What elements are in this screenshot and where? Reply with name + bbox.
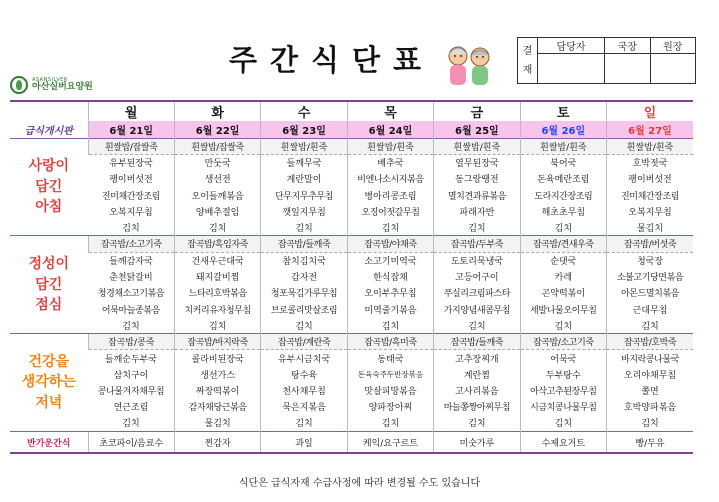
menu-item: 돈육숙주두반장볶음 (347, 366, 433, 382)
day-name: 일 (607, 101, 693, 121)
footer-note: 식단은 급식자재 수급사정에 따라 변경될 수도 있습니다 (238, 478, 481, 489)
menu-item: 잡곡밥/견새우죽 (520, 236, 606, 252)
menu-item: 연근조림 (113, 403, 149, 414)
menu-item: 김치 (434, 317, 520, 333)
menu-item: 생선전 (174, 171, 260, 187)
menu-item: 김치 (174, 317, 260, 333)
menu-item: 한식잡채 (347, 268, 433, 284)
menu-item: 오징어젓갈무침 (347, 203, 433, 219)
menu-item: 생선가스 (174, 366, 260, 382)
menu-item: 어묵국 (520, 350, 606, 366)
approval-sign-manager[interactable] (538, 54, 605, 84)
menu-item: 계란찜 (434, 366, 520, 382)
approval-box (517, 37, 696, 84)
day-date: 6월 21일 (88, 121, 174, 138)
approval-side-label: 결 재 (518, 38, 538, 84)
menu-item: 깻잎지무침 (261, 203, 347, 219)
menu-item: 청국장 (607, 252, 693, 268)
menu-item: 곤약떡볶이 (520, 285, 606, 301)
menu-item: 멸치견과류볶음 (434, 187, 520, 203)
menu-item: 김치 (347, 415, 433, 431)
menu-item: 북어국 (520, 154, 606, 170)
snack-item: 케익/요구르트 (347, 431, 433, 453)
menu-item: 잡곡밥/계란죽 (261, 334, 347, 350)
meal-label-line: 담긴 (35, 276, 63, 293)
menu-item: 고추장찌개 (434, 350, 520, 366)
menu-item: 탕수육 (261, 366, 347, 382)
menu-item: 잡곡밥/두부죽 (434, 236, 520, 252)
menu-item: 잡곡밥/흑미죽 (347, 334, 433, 350)
menu-item: 김치 (261, 415, 347, 431)
snack-label: 반가운간식 (10, 431, 88, 453)
menu-item: 계란말이 (261, 171, 347, 187)
menu-item: 오이들깨볶음 (174, 187, 260, 203)
day-date: 6월 24일 (347, 121, 433, 138)
approval-sign-director[interactable] (605, 54, 650, 84)
approval-header-director: 국장 (605, 38, 650, 54)
menu-item: 참치김치국 (261, 252, 347, 268)
menu-item: 푸실리크림파스타 (434, 285, 520, 301)
meal-label-line: 저녁 (35, 394, 63, 411)
menu-item: 유부시금치국 (261, 350, 347, 366)
menu-item: 맛살피망볶음 (347, 382, 433, 398)
menu-item: 춘천닭갈비 (109, 273, 153, 284)
day-name: 토 (520, 101, 606, 121)
menu-item: 호박양파볶음 (607, 399, 693, 415)
snack-item: 빵/두유 (607, 431, 693, 453)
day-name: 화 (174, 101, 260, 121)
menu-item: 소불고기당면볶음 (607, 268, 693, 284)
menu-item: 김치 (174, 219, 260, 235)
menu-item: 물김치 (174, 415, 260, 431)
meal-label-line: 사랑이 (28, 158, 70, 175)
menu-item: 잡곡밥/야채죽 (347, 236, 433, 252)
approval-header-head: 원장 (650, 38, 695, 54)
menu-item: 오복지무침 (109, 207, 153, 218)
menu-item: 브로콜리맛살조림 (261, 301, 347, 317)
menu-item: 흰쌀밥/흰죽 (607, 138, 693, 154)
menu-item: 가지양념새콤무침 (434, 301, 520, 317)
menu-item: 김치 (607, 415, 693, 431)
menu-item: 들깨무국 (261, 154, 347, 170)
day-date: 6월 27일 (607, 121, 693, 138)
meal-label (10, 334, 88, 432)
day-date: 6월 25일 (434, 121, 520, 138)
menu-item: 아삭고추된장무침 (520, 382, 606, 398)
menu-item: 팽이버섯전 (109, 175, 153, 186)
menu-item: 어묵마늘종볶음 (101, 305, 160, 316)
menu-item: 잡곡밥/바지락죽 (174, 334, 260, 350)
meal-label (10, 138, 88, 236)
menu-item: 치커리유자청무침 (174, 301, 260, 317)
menu-item: 양배추절임 (174, 203, 260, 219)
menu-item: 오리야채무침 (607, 366, 693, 382)
menu-item: 단무지무추무침 (261, 187, 347, 203)
menu-item: 김치 (122, 419, 140, 430)
menu-item: 만둣국 (174, 154, 260, 170)
menu-item: 파래자반 (434, 203, 520, 219)
day-name: 수 (261, 101, 347, 121)
menu-item: 오이부추무침 (347, 285, 433, 301)
meal-label-line: 건강을 (28, 354, 70, 370)
menu-item: 잡곡밥/소고기죽 (520, 334, 606, 350)
menu-item: 오복지무침 (607, 203, 693, 219)
menu-item: 동태국 (347, 350, 433, 366)
menu-item: 들깨순두부국 (104, 354, 158, 365)
menu-item: 잡곡밥/호박죽 (607, 334, 693, 350)
menu-item: 잡곡밥/버섯죽 (607, 236, 693, 252)
menu-item: 김치 (347, 317, 433, 333)
snack-item: 수제요거트 (520, 431, 606, 453)
menu-item: 근대무침 (607, 301, 693, 317)
snack-item: 초코파이/음료수 (88, 431, 174, 453)
menu-item: 김치 (520, 317, 606, 333)
menu-item: 고사리볶음 (434, 382, 520, 398)
menu-item: 유부된장국 (109, 159, 153, 170)
day-date: 6월 23일 (261, 121, 347, 138)
weekly-menu-table (10, 100, 693, 454)
menu-item: 건새우근대국 (174, 252, 260, 268)
meal-label-line: 점심 (35, 296, 63, 313)
menu-item: 청경채소고기볶음 (97, 289, 165, 300)
menu-item: 마늘쫑짱아찌무침 (434, 399, 520, 415)
menu-item: 청포묵김가루무침 (261, 285, 347, 301)
page-title: 주간식단표 (229, 43, 435, 77)
menu-item: 동그랑땡전 (434, 171, 520, 187)
menu-item: 카레 (520, 268, 606, 284)
menu-item: 진미채간장조림 (101, 191, 160, 202)
menu-board-label: 급식개시판 (10, 121, 88, 138)
menu-item: 바지락콩나물국 (607, 350, 693, 366)
logo (10, 76, 93, 94)
menu-item: 세발나물오이무침 (520, 301, 606, 317)
menu-item: 김치 (434, 415, 520, 431)
menu-item: 호박젓국 (607, 154, 693, 170)
menu-item: 도라지간장조림 (520, 187, 606, 203)
menu-item: 흰쌀밥/잡쌀죽 (174, 138, 260, 154)
page-header (0, 0, 719, 92)
snack-item: 찐감자 (174, 431, 260, 453)
menu-item: 콩나물겨자채무침 (97, 387, 165, 398)
menu-item: 묵은지볶음 (261, 399, 347, 415)
menu-item: 배추국 (347, 154, 433, 170)
meal-label-line: 정성이 (28, 256, 70, 273)
menu-item: 감자채당근볶음 (174, 399, 260, 415)
menu-item: 잡곡밥/소고기죽 (88, 236, 174, 252)
menu-item: 두부탕수 (520, 366, 606, 382)
approval-header-manager: 담당자 (538, 38, 605, 54)
logo-korean: 아산실버요양원 (32, 82, 93, 92)
menu-item: 잡곡밥/들깨죽 (261, 236, 347, 252)
menu-item: 도토리묵냉국 (434, 252, 520, 268)
menu-item: 잡곡밥/들깨죽 (434, 334, 520, 350)
menu-item: 김치 (122, 223, 140, 234)
menu-item: 쫄면 (607, 382, 693, 398)
menu-item: 물김치 (607, 219, 693, 235)
meal-label-line: 생각하는 (21, 374, 76, 391)
menu-item: 들깨감자국 (109, 256, 153, 267)
elderly-couple-icon (440, 42, 498, 90)
menu-item: 소고기미역국 (347, 252, 433, 268)
menu-item: 콜라비된장국 (174, 350, 260, 366)
day-date: 6월 22일 (174, 121, 260, 138)
menu-item: 삼치구이 (113, 370, 149, 381)
menu-item: 김치 (347, 219, 433, 235)
menu-item: 김치 (520, 415, 606, 431)
menu-item: 느타리호박볶음 (174, 285, 260, 301)
menu-item: 김치 (520, 219, 606, 235)
day-name: 월 (88, 101, 174, 121)
menu-item: 감자전 (261, 268, 347, 284)
menu-item: 양파장아찌 (347, 399, 433, 415)
menu-item: 흰쌀밥/잡쌀죽 (88, 138, 174, 154)
snack-item: 미숫가루 (434, 431, 520, 453)
menu-item: 돼지갈비찜 (174, 268, 260, 284)
menu-item: 잡곡밥/흑임자죽 (174, 236, 260, 252)
menu-item: 흰쌀밥/흰죽 (347, 138, 433, 154)
menu-item: 흰쌀밥/흰죽 (520, 138, 606, 154)
menu-item: 순댓국 (520, 252, 606, 268)
menu-item: 고등어구이 (434, 268, 520, 284)
day-date: 6월 26일 (520, 121, 606, 138)
menu-item: 김치 (434, 219, 520, 235)
snack-item: 과일 (261, 431, 347, 453)
day-name: 금 (434, 101, 520, 121)
logo-icon (10, 76, 28, 94)
menu-item: 진미채간장조림 (607, 187, 693, 203)
menu-item: 아몬드멸치볶음 (607, 285, 693, 301)
menu-item: 김치 (261, 317, 347, 333)
menu-item: 김치 (607, 317, 693, 333)
menu-item: 시금치콩나물무침 (520, 399, 606, 415)
menu-item: 흰쌀밥/흰죽 (434, 138, 520, 154)
menu-item: 천사채무침 (261, 382, 347, 398)
menu-item: 돈육메란조림 (520, 171, 606, 187)
menu-item: 비엔나소시지볶음 (347, 171, 433, 187)
meal-label-line: 아침 (35, 199, 63, 216)
approval-sign-head[interactable] (650, 54, 695, 84)
menu-item: 김치 (122, 321, 140, 332)
meal-label-line: 담긴 (35, 178, 63, 195)
menu-item: 잡곡밥/콩죽 (88, 334, 174, 350)
logo-english: ASANSILVER (32, 77, 68, 83)
menu-item: 열무된장국 (434, 154, 520, 170)
menu-item: 팽이버섯전 (607, 171, 693, 187)
menu-item: 김치 (261, 219, 347, 235)
menu-item: 미역줄기볶음 (347, 301, 433, 317)
corner-blank (10, 101, 88, 121)
meal-label (10, 236, 88, 334)
menu-item: 해초초무침 (520, 203, 606, 219)
menu-item: 흰쌀밥/흰죽 (261, 138, 347, 154)
day-name: 목 (347, 101, 433, 121)
menu-item: 짜장떡볶이 (174, 382, 260, 398)
menu-item: 병아리콩조림 (347, 187, 433, 203)
